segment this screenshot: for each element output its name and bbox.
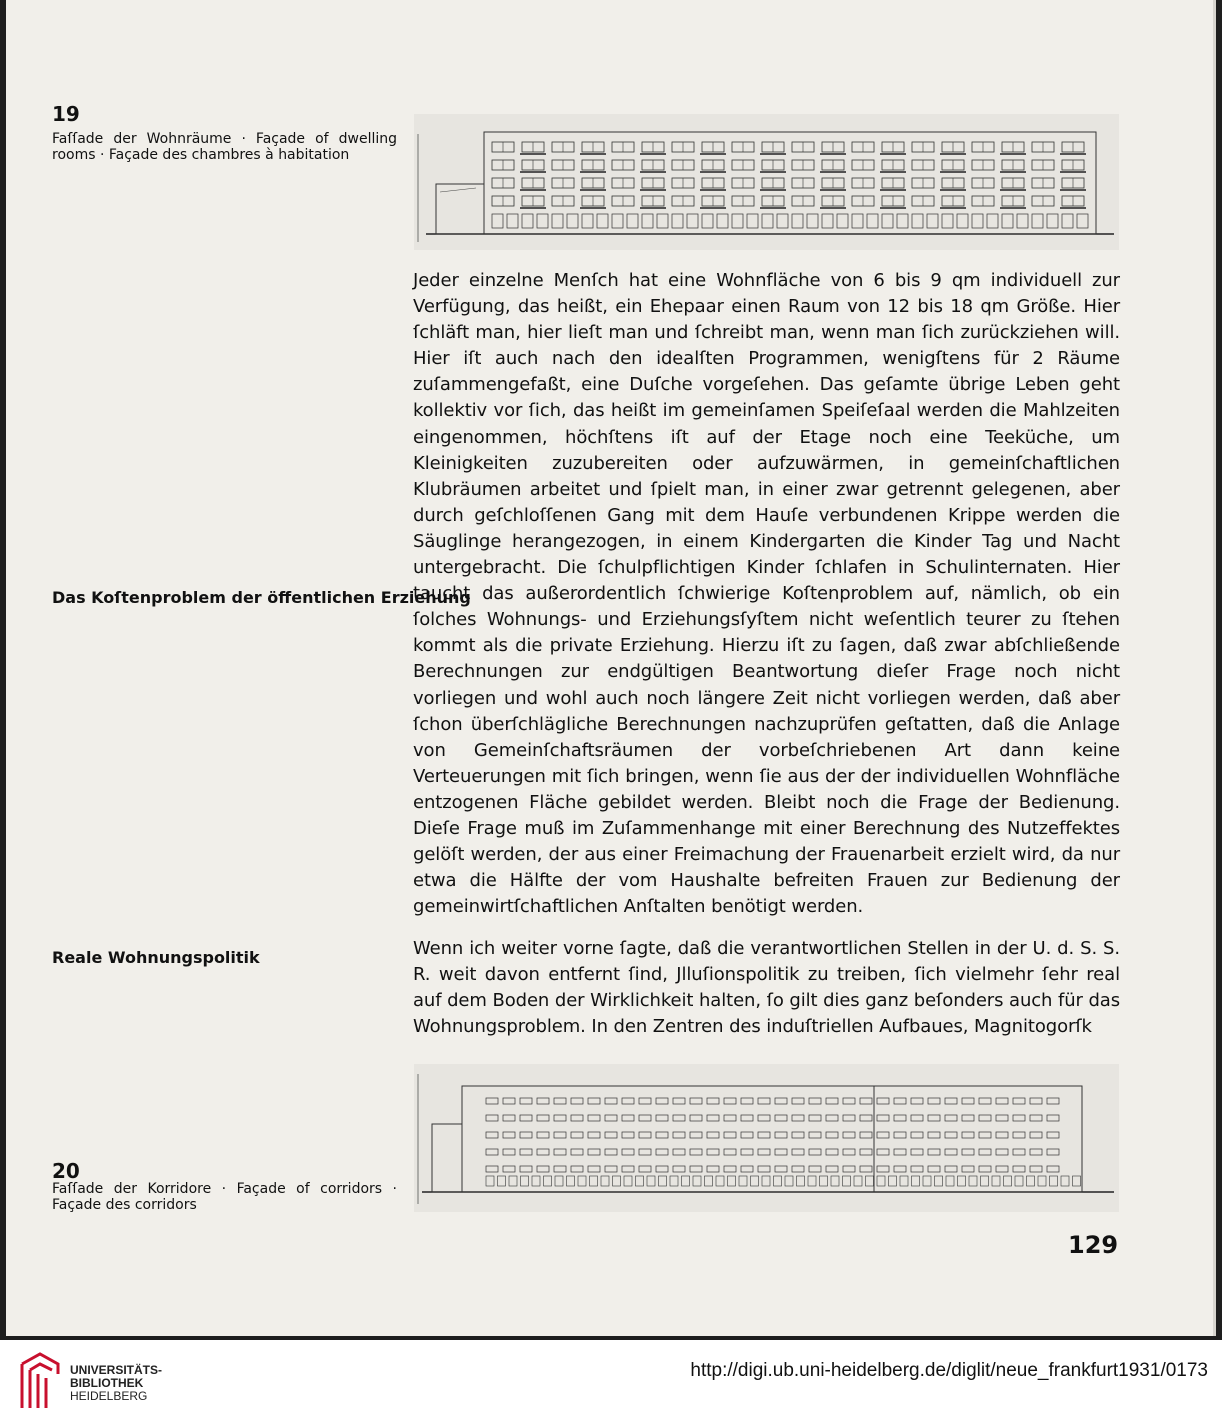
digitization-footer [0,1340,1222,1427]
paragraph-2: Wenn ich weiter vorne ſagte, daß die verantwortlichen Stellen in der U. d. S. S. R. weit davon entfernt ſind, Jlluſionspolitik zu treiben, ſich vielmehr ſehr real auf dem Boden der Wirklichkeit halten, ſo gilt dies ganz beſonders auch für das Wohnungsproblem. In den Zentren des induſtriellen Aufbaues, Magnitogorſk [413,938,1120,1038]
library-name-line-1: UNIVERSITÄTS- [70,1363,163,1377]
figure-20-number: 20 [52,1159,80,1183]
source-url-link[interactable]: http://digi.ub.uni-heidelberg.de/diglit/neue_frankfurt1931/0173 [690,1360,1208,1381]
page-number: 129 [1068,1231,1119,1259]
corridor-facade-drawing [414,1064,1119,1212]
figure-19-caption: Faſſade der Wohnräume · Façade of dwelling rooms · Façade des chambres à habitation [52,131,397,163]
side-heading-cost-problem: Das Koſtenproblem der öffentlichen Erziehung [52,588,471,607]
figure-20-corridor-facade [414,1064,1119,1212]
library-name-line-2: BIBLIOTHEK [70,1376,144,1390]
dwelling-facade-drawing [414,114,1119,250]
figure-19-number: 19 [52,102,80,126]
book-page [6,0,1216,1336]
paragraph-1: Jeder einzelne Menſch hat eine Wohnfläche von 6 bis 9 qm individuell zur Verfügung, das heißt, ein Ehepaar einen Raum von 12 bis 18 qm Größe. Hier ſchläft man, hier lieſt man und ſchreibt man, wenn man ſich zurückziehen will. Hier iſt auch nach den idealſten Programmen, wenigſtens für 2 Räume zuſammengefaßt, eine Duſche vorgeſehen. Das geſamte übrige Leben geht kollektiv vor ſich, das heißt im gemeinſamen Speiſeſaal werden die Mahlzeiten eingenommen, höchſtens iſt auf der Etage noch eine Teeküche, um Kleinigkeiten zuzubereiten oder aufzuwärmen, in gemeinſchaftlichen Klubräumen arbeitet und ſpielt man, in einer zwar getrennt gelegenen, aber durch geſchloſſenen Gang mit dem Hauſe verbundenen Krippe werden die Säuglinge herangezogen, in einem Kindergarten die Kinder Tag und Nacht untergebracht. Die ſchulpflichtigen Kinder ſchlafen in Schulinternaten. Hier taucht das außerordentlich ſchwierige Koſtenproblem auf, nämlich, ob ein ſolches Wohnungs- und Erziehungsſyſtem nicht weſentlich teurer zu ſtehen kommt als die private Erziehung. Hierzu iſt zu ſagen, daß zwar abſchließende Berechnungen zur endgültigen Beantwortung dieſer Frage noch nicht vorliegen und wohl auch noch längere Zeit nicht vorliegen werden, daß aber ſchon überſchlägliche Berechnungen nachzuprüfen geſtatten, daß die Anlage von Gemeinſchaftsräumen der vorbeſchriebenen Art dann keine Verteuerungen mit ſich bringen, wenn ſie aus der der individuellen Wohnfläche entzogenen Fläche gebildet werden. Bleibt noch die Frage der Bedienung. Dieſe Frage muß im Zuſammenhange mit einer Berechnung des Nutzeffektes gelöſt werden, der aus einer Freimachung der Frauenarbeit erzielt wird, da nur etwa die Hälfte der vom Haushalte befreiten Frauen zur Bedienung der gemeinwirtſchaftlichen Anſtalten benötigt werden. [413,270,1120,918]
figure-19-dwelling-facade [414,114,1119,250]
library-logo-icon [18,1352,62,1412]
library-name-line-3: HEIDELBERG [70,1389,148,1403]
side-heading-housing-policy: Reale Wohnungspolitik [52,948,260,967]
figure-20-caption: Faſſade der Korridore · Façade of corridors · Façade des corridors [52,1181,397,1213]
